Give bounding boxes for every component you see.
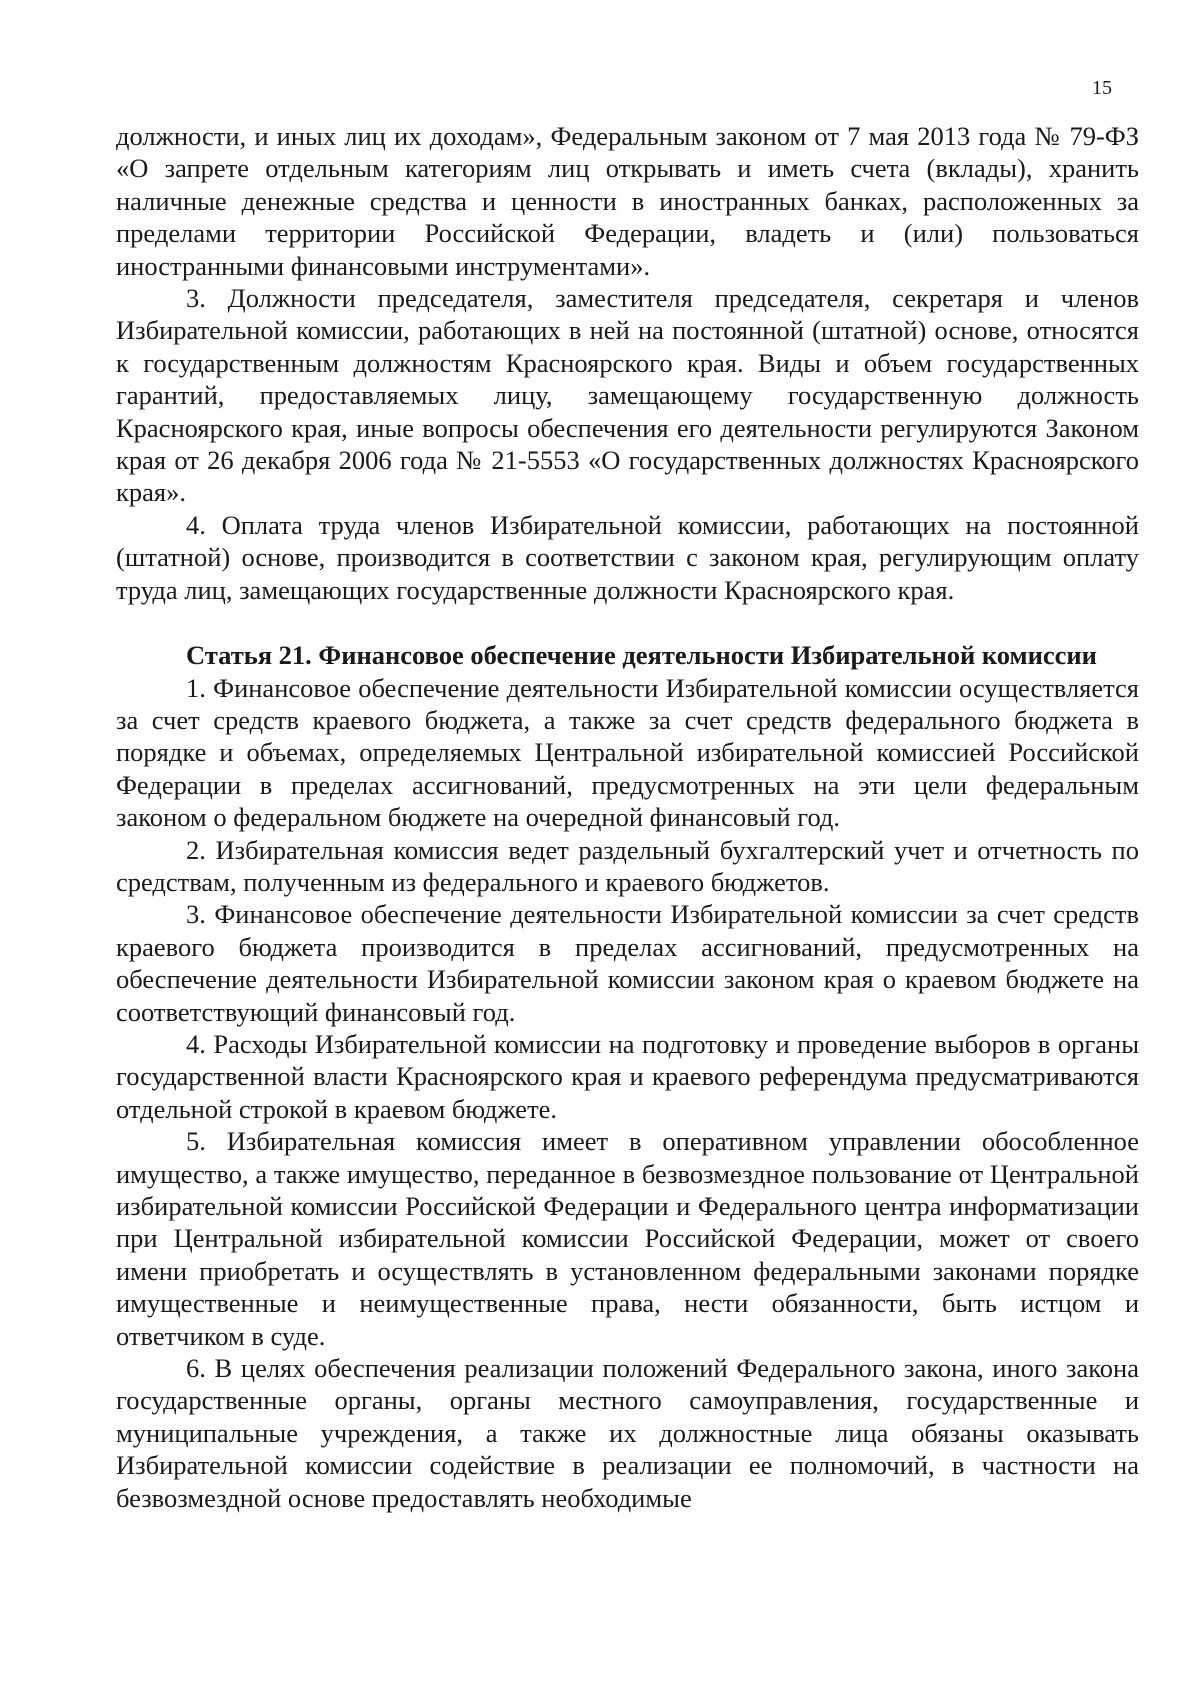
- article-21-item-6: 6. В целях обеспечения реализации положений Федерального закона, иного закона государственные органы, органы местного самоуправления, государственные и муниципальные учреждения, а также их должностные лица обязаны оказывать Избирательной комиссии содействие в реализации ее полномочий, в частности на безвозмездной основе предоставлять необходимые: [116, 1353, 1139, 1513]
- article-21-item-5: 5. Избирательная комиссия имеет в оперативном управлении обособленное имущество, а также имущество, переданное в безвозмездное пользование от Центральной избирательной комиссии Российской Федерации и Федерального центра информатизации при Центральной избирательной комиссии Российской Федерации, может от своего имени приобретать и осуществлять в установленном федеральными законами порядке имущественные и неимущественные права, нести обязанности, быть истцом и ответчиком в суде.: [116, 1126, 1139, 1351]
- article-21-heading: Статья 21. Финансовое обеспечение деятельности Избирательной комиссии: [186, 640, 1097, 671]
- article-21-item-2: 2. Избирательная комиссия ведет раздельный бухгалтерский учет и отчетность по средствам, полученным из федерального и краевого бюджетов.: [116, 834, 1139, 897]
- paragraph-item-4: 4. Оплата труда членов Избирательной комиссии, работающих на постоянной (штатной) основе, производится в соответствии с законом края, регулирующим оплату труда лиц, замещающих государственные должности Красноярского края.: [116, 509, 1139, 605]
- article-21-item-3: 3. Финансовое обеспечение деятельности Избирательной комиссии за счет средств краевого бюджета производится в пределах ассигнований, предусмотренных на обеспечение деятельности Избирательной комиссии законом края о краевом бюджете на соответствующий финансовый год.: [116, 899, 1139, 1027]
- article-21-item-4: 4. Расходы Избирательной комиссии на подготовку и проведение выборов в органы государственной власти Красноярского края и краевого референдума предусматриваются отдельной строкой в краевом бюджете.: [116, 1028, 1139, 1124]
- paragraph-item-3: 3. Должности председателя, заместителя председателя, секретаря и членов Избирательной комиссии, работающих в ней на постоянной (штатной) основе, относятся к государственным должностям Красноярского края. Виды и объем государственных гарантий, предоставляемых лицу, замещающему государственную должность Красноярского края, иные вопросы обеспечения его деятельности регулируются Законом края от 26 декабря 2006 года № 21-5553 «О государственных должностях Красноярского края».: [116, 283, 1139, 508]
- page-number: 15: [1092, 77, 1112, 99]
- paragraph-continuation: должности, и иных лиц их доходам», Федеральным законом от 7 мая 2013 года № 79-ФЗ «О запрете отдельным категориям лиц открывать и иметь счета (вклады), хранить наличные денежные средства и ценности в иностранных банках, расположенных за пределами территории Российской Федерации, владеть и (или) пользоваться иностранными финансовыми инструментами».: [116, 121, 1139, 281]
- document-body: [116, 120, 1139, 1514]
- article-21-item-1: 1. Финансовое обеспечение деятельности Избирательной комиссии осуществляется за счет средств краевого бюджета, а также за счет средств федерального бюджета в порядке и объемах, определяемых Центральной избирательной комиссией Российской Федерации в пределах ассигнований, предусмотренных на эти цели федеральным законом о федеральном бюджете на очередной финансовый год.: [116, 672, 1139, 833]
